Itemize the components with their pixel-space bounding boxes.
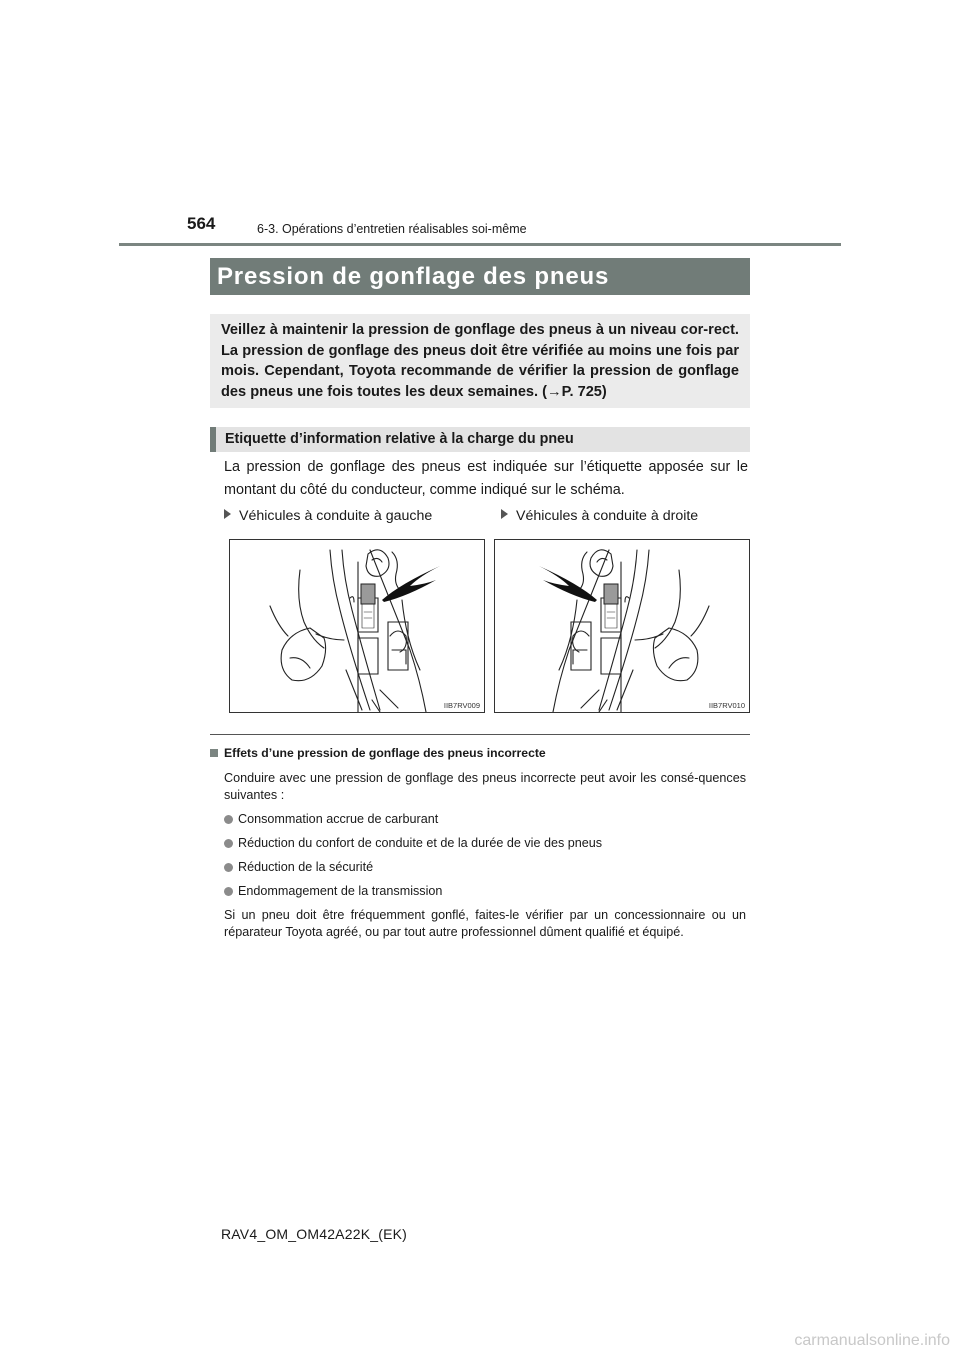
list-item-text: Endommagement de la transmission (238, 884, 443, 898)
notes-list (224, 811, 746, 900)
page-title: Pression de gonflage des pneus (210, 258, 750, 295)
notes-intro: Conduire avec une pression de gonflage des pneus incorrecte peut avoir les consé-quences suivantes : (224, 771, 746, 802)
page-number: 564 (187, 214, 216, 233)
circle-bullet-icon (224, 839, 233, 848)
list-item-text: Réduction de la sécurité (238, 860, 374, 874)
subsection-title: Etiquette d’information relative à la charge du pneu (210, 427, 750, 452)
circle-bullet-icon (224, 887, 233, 896)
circle-bullet-icon (224, 863, 233, 872)
list-item-text: Consommation accrue de carburant (238, 812, 439, 826)
door-pillar-illustration (230, 540, 484, 712)
notes-closing: Si un pneu doit être fréquemment gonflé, faites-le vérifier par un concessionnaire ou un réparateur Toyota agréé, ou par tout autre professionnel dûment qualifié et équipé. (224, 908, 746, 939)
section-divider (210, 734, 750, 735)
square-bullet-icon (210, 749, 218, 757)
figure-code-right: IIB7RV010 (708, 701, 745, 710)
list-item (224, 835, 746, 852)
figure-caption-left (224, 508, 432, 524)
figure-code-left: IIB7RV009 (443, 701, 480, 710)
list-item (224, 883, 746, 900)
header-rule (119, 243, 841, 246)
intro-text: Veillez à maintenir la pression de gonflage des pneus à un niveau cor-rect. La pression de gonflage des pneus doit être vérifiée au moins une fois par mois. Cependant, Toyota recommande de vérifier la pression de gonflage des pneus une fois toutes les deux semaines. (→P. 725) (221, 322, 739, 400)
figure-caption-right (501, 508, 698, 524)
intro-box (210, 314, 750, 408)
notes-heading-text: Effets d’une pression de gonflage des pneus incorrecte (224, 746, 546, 760)
list-item-text: Réduction du confort de conduite et de la durée de vie des pneus (238, 836, 603, 850)
footer-doc-code: RAV4_OM_OM42A22K_(EK) (221, 1226, 408, 1242)
list-item (224, 811, 746, 828)
figure-right-hand-drive (494, 539, 750, 713)
figure-caption-left-text: Véhicules à conduite à gauche (239, 508, 433, 524)
door-pillar-illustration (495, 540, 749, 712)
watermark: carmanualsonline.info (794, 1332, 950, 1349)
list-item (224, 859, 746, 876)
circle-bullet-icon (224, 815, 233, 824)
figure-caption-right-text: Véhicules à conduite à droite (516, 508, 699, 524)
section-label: 6-3. Opérations d’entretien réalisables soi-même (257, 222, 527, 236)
notes-heading (210, 745, 746, 762)
notes-section (210, 745, 746, 941)
figure-left-hand-drive (229, 539, 485, 713)
triangle-bullet-icon (224, 509, 231, 519)
triangle-bullet-icon (501, 509, 508, 519)
subsection-text: La pression de gonflage des pneus est indiquée sur l’étiquette apposée sur le montant du côté du conducteur, comme indiqué sur le schéma. (224, 459, 748, 498)
